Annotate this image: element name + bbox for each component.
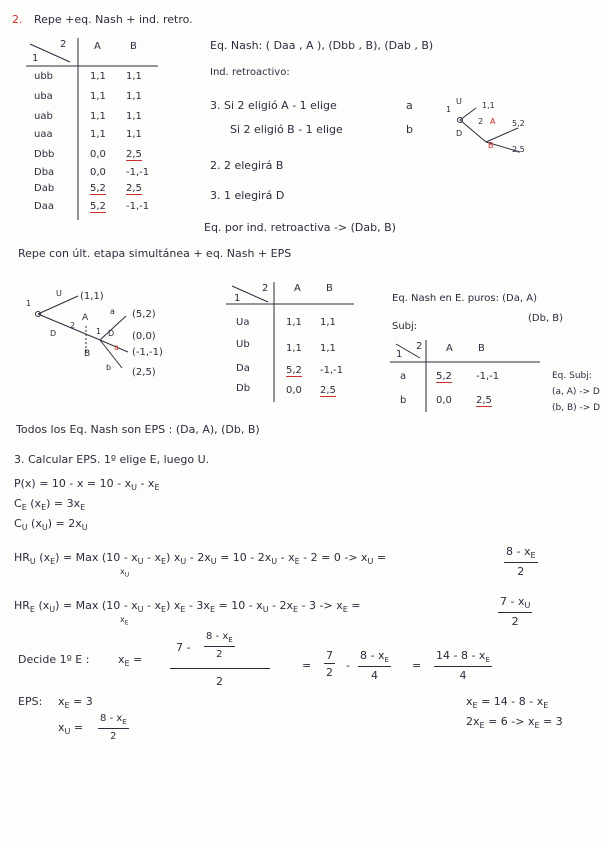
eps-xe: $x_E = 3$ (58, 695, 93, 711)
sub-col-b: B (478, 343, 485, 354)
step-3a-choice: a (406, 99, 413, 112)
t1-row-label: Daa (34, 201, 54, 212)
tree1-d: D (456, 129, 463, 138)
tree2-a: a (110, 307, 115, 316)
subgame-eq2: (b, B) -> D (552, 403, 601, 413)
table2-corner-bottom: 1 (234, 293, 241, 304)
cost-e: $C_E$ $(x_E) = 3x_E$ (14, 497, 86, 513)
tree2-u: U (56, 289, 62, 298)
table2-col-b: B (326, 283, 333, 294)
t2-cell: 1,1 (320, 343, 336, 354)
step-3b: Si 2 eligió B - 1 elige (230, 123, 343, 136)
tree1-a-payoff: 5,2 (512, 119, 525, 128)
t1-cell: 1,1 (126, 111, 142, 122)
hre-equation: $HR_E$ $(x_U)$ = Max $(10 - x_U - x_E)$ $x_E - 3x_E = 10 - x_U - 2x_E - 3 -> x_E$ = (14, 599, 361, 615)
eps-xu: $x_U$ = (58, 721, 84, 737)
sub-corner-bottom: 1 (396, 349, 403, 360)
t2-row-label: Db (236, 383, 251, 394)
cost-u: $C_U$ $(x_U) = 2x_U$ (14, 517, 88, 533)
step-3b-choice: b (406, 123, 413, 136)
tree1-p1: 1 (446, 105, 452, 114)
tree2-A: A (82, 313, 89, 323)
sub-corner-top: 2 (416, 341, 423, 352)
t1-row-label: uab (34, 111, 53, 122)
t1-cell: 0,0 (90, 167, 106, 178)
t1-cell: 1,1 (126, 91, 142, 102)
subgame-title: Eq. Nash en E. puros: (Da, A) (392, 293, 537, 304)
hre-max-var: $x_E$ (120, 615, 129, 627)
t1-cell: 2,5 (126, 149, 142, 160)
t2-cell: -1,-1 (320, 365, 344, 376)
t1-cell: 5,2 (90, 201, 106, 212)
price-eq: $P(x) = 10 - x = 10 - x_U - x_E$ (14, 477, 160, 493)
t1-cell: 1,1 (90, 71, 106, 82)
eq-sign-1: = (302, 659, 312, 672)
t1-row-label: Dba (34, 167, 55, 178)
tree2-B: B (84, 349, 91, 359)
step-b: $8 - x_E$ 4 (360, 649, 389, 683)
section-number: 2. (12, 13, 23, 26)
t1-cell: 1,1 (90, 111, 106, 122)
t2-cell: 1,1 (320, 317, 336, 328)
hru-max-var: $x_U$ (120, 567, 130, 579)
decide-label: Decide 1º E : (18, 653, 90, 666)
right-calc-2: $2x_E = 6 -> x_E = 3$ (466, 715, 563, 731)
tree2-p1b: 1 (96, 327, 102, 336)
t1-row-label: uaa (34, 129, 53, 140)
step-1: 3. 1 elegirá D (210, 189, 285, 202)
ind-retro-label: Ind. retroactivo: (210, 67, 290, 78)
section3-title: 3. Calcular EPS. 1º elige E, luego U. (14, 453, 210, 466)
decide-xe: $x_E$ = (118, 653, 143, 669)
tree2-payoff-bA: (0,0) (132, 331, 156, 342)
sub-row-label: b (400, 395, 407, 406)
tree2-u-payoff: (1,1) (80, 291, 104, 302)
subgame-eq1: (a, A) -> D (552, 387, 600, 397)
table1-corner-bottom: 1 (32, 53, 39, 64)
eps-xu-frac: $8 - x_E$ 2 (100, 713, 127, 742)
t1-cell: 1,1 (126, 129, 142, 140)
t2-cell: 5,2 (286, 365, 302, 376)
t2-row-label: Ub (236, 339, 250, 350)
tree2-payoff-bB: (2,5) (132, 367, 156, 378)
subgame-eq-label: Eq. Subj: (552, 371, 592, 381)
tree1-a: A (490, 117, 496, 126)
sub-cell: 2,5 (476, 395, 492, 406)
t2-row-label: Da (236, 363, 250, 374)
tree1-p2: 2 (478, 117, 484, 126)
tree2-d: D (50, 329, 57, 338)
big-num-a: 7 - (176, 641, 191, 654)
table1-col-b: B (130, 41, 137, 52)
retro-result: Eq. por ind. retroactiva -> (Dab, B) (204, 221, 396, 234)
sub-cell: -1,-1 (476, 371, 500, 382)
hru-fraction: $8 - x_E$ 2 (506, 545, 536, 579)
t1-row-label: ubb (34, 71, 54, 82)
eps-label: EPS: (18, 695, 43, 708)
sub-col-a: A (446, 343, 453, 354)
right-calc-1: $x_E = 14 - 8 - x_E$ (466, 695, 549, 711)
t1-cell: 2,5 (126, 183, 142, 194)
t1-cell: 1,1 (90, 129, 106, 140)
big-inner-frac: $8 - x_E$ 2 (206, 631, 233, 660)
t2-cell: 0,0 (286, 385, 302, 396)
t1-cell: -1,-1 (126, 201, 150, 212)
hru-equation: $HR_U$ $(x_E)$ = Max $(10 - x_U - x_E)$ $x_U - 2x_U = 10 - 2x_U - x_E - 2 = 0 -> x_U$ = (14, 551, 387, 567)
tree2-payoff-aB: (-1,-1) (132, 347, 163, 358)
t2-cell: 1,1 (286, 317, 302, 328)
step-a: 7 2 (326, 649, 333, 679)
tree2-p1: 1 (26, 299, 32, 308)
section2-title: Repe con últ. etapa simultánea + eq. Nash + EPS (18, 247, 292, 260)
step-3a: 3. Si 2 eligió A - 1 elige (210, 99, 337, 112)
tree2-p2: 2 (70, 321, 76, 330)
table2-col-a: A (294, 283, 301, 294)
sub-cell: 5,2 (436, 371, 452, 382)
t1-row-label: uba (34, 91, 53, 102)
t1-row-label: Dab (34, 183, 55, 194)
t1-cell: 0,0 (90, 149, 106, 160)
table1-corner-top: 2 (60, 39, 67, 50)
subgame-subj: Subj: (392, 321, 418, 332)
tree2-b: b (106, 363, 112, 372)
tree2-payoff-aA: (5,2) (132, 309, 156, 320)
sub-cell: 0,0 (436, 395, 452, 406)
tree2-a2: a (114, 343, 119, 352)
table2-corner-top: 2 (262, 283, 269, 294)
eq-sign-2: = (412, 659, 422, 672)
t1-cell: -1,-1 (126, 167, 150, 178)
hre-fraction: $7 - x_U$ 2 (500, 595, 531, 629)
t1-cell: 5,2 (90, 183, 106, 194)
t2-cell: 1,1 (286, 343, 302, 354)
tree1-b: B (488, 141, 494, 150)
eq-nash-list: Eq. Nash: ( Daa , A ), (Dbb , B), (Dab , B) (210, 39, 434, 52)
conclusion: Todos los Eq. Nash son EPS : (Da, A), (Db, B) (16, 423, 260, 436)
step-2: 2. 2 elegirá B (210, 159, 284, 172)
t1-cell: 1,1 (126, 71, 142, 82)
sub-row-label: a (400, 371, 407, 382)
big-den: 2 (216, 675, 223, 688)
section-title: Repe +eq. Nash + ind. retro. (34, 13, 193, 26)
table1-col-a: A (94, 41, 101, 52)
t1-row-label: Dbb (34, 149, 55, 160)
step-c: $14 - 8 - x_E$ 4 (436, 649, 490, 683)
tree1-u-payoff: 1,1 (482, 101, 495, 110)
subgame-title-2: (Db, B) (528, 313, 564, 324)
t2-cell: 2,5 (320, 385, 336, 396)
tree1-u: U (456, 97, 462, 106)
tree2-p1D: D (108, 329, 115, 338)
t1-cell: 1,1 (90, 91, 106, 102)
tree1-b-payoff: 2,5 (512, 145, 525, 154)
minus: - (346, 659, 350, 672)
t2-row-label: Ua (236, 317, 250, 328)
